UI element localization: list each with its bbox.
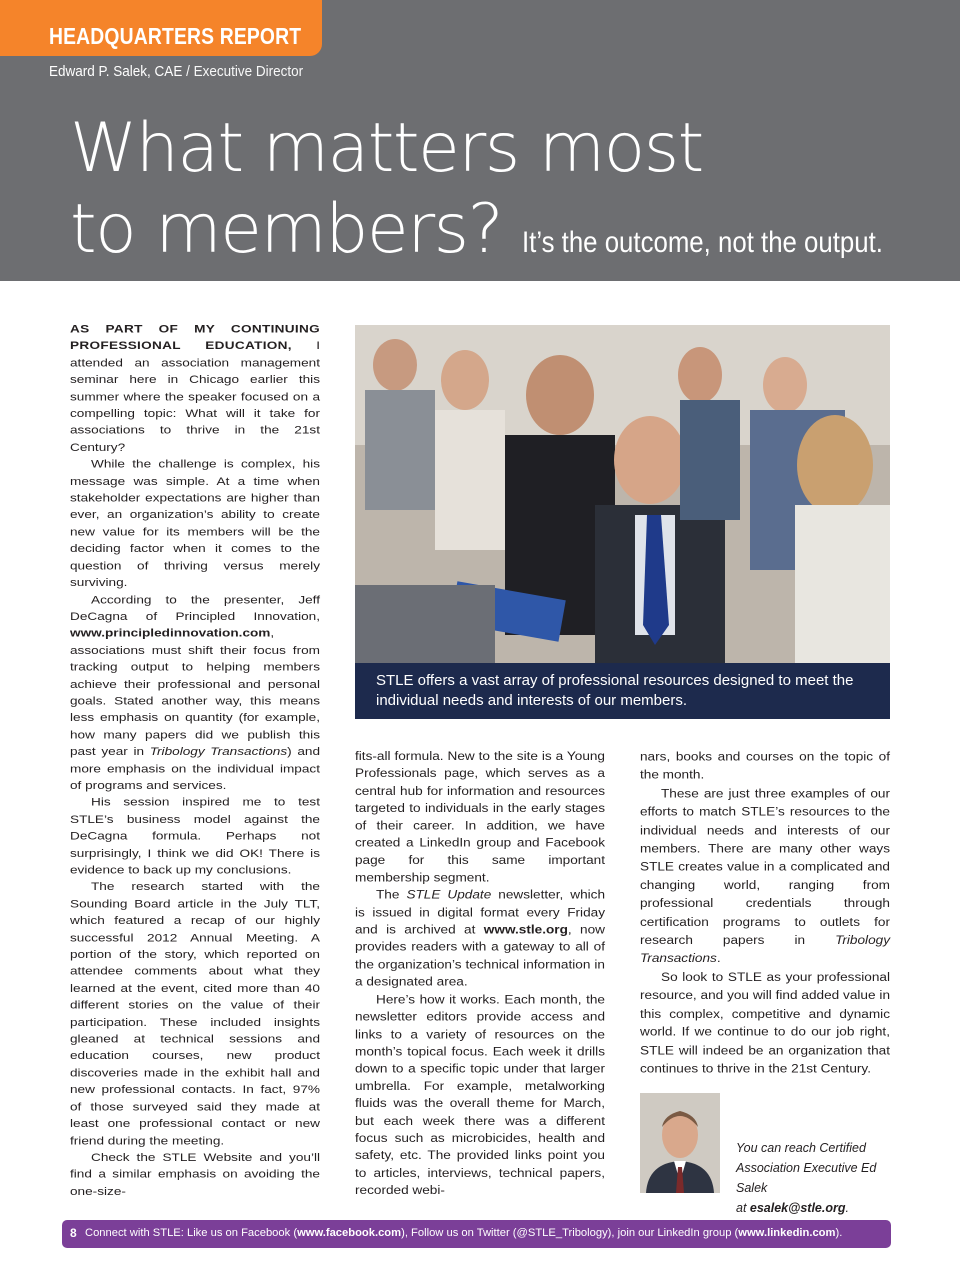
section-tag bbox=[0, 0, 322, 56]
paragraph: While the challenge is complex, his message was simple. At a time when stakeholder expectations are higher than ever, an organization’s ability to create new value for its members will be the deciding factor when it comes to the question of thriving versus merely surviving. bbox=[70, 457, 320, 589]
contact-prefix: at bbox=[736, 1201, 750, 1215]
paragraph-text: , now provides readers with a gateway to all of the organization’s technical information in a designated area. bbox=[355, 923, 605, 989]
newsletter-title: STLE Update bbox=[406, 888, 492, 902]
article-column-2 bbox=[355, 748, 605, 1200]
paragraph: Here’s how it works. Each month, the newsletter editors provide access and links to a variety of resources on the month’s topical focus. Each week it drills down to a specific topic under that larger umbrella. For example, metalworking fluids was the overall theme for March, but each week there was a different focus such as microbicides, health and safety, etc. The provided links point you to articles, interviews, technical papers, recorded webi- bbox=[355, 992, 605, 1197]
paragraph: The research started with the Sounding Board article in the July TLT, which featured a recap of our highly successful 2012 Annual Meeting. A portion of the story, which reported on attendee comments about what they learned at the event, cited more than 40 different stories on the value of their participation. These included insights gleaned at technical sessions and education courses, new product discoveries made in the exhibit hall and new professional contacts. In fact, 97% of those surveyed said they made at least one professional contact or new friend during the meeting. bbox=[70, 880, 320, 1147]
paragraph: Check the STLE Website and you’ll find a similar emphasis on avoiding the one-size- bbox=[70, 1151, 320, 1198]
photo-caption bbox=[355, 663, 890, 719]
paragraph-text: ) and more emphasis on the individual impact of programs and services. bbox=[70, 745, 320, 792]
byline-separator: / bbox=[182, 63, 194, 80]
paragraph bbox=[70, 591, 320, 794]
footer-text-part: ). bbox=[835, 1227, 843, 1239]
footer-social-text bbox=[85, 1227, 842, 1239]
contact-email-link[interactable]: esalek@stle.org bbox=[749, 1201, 846, 1215]
paragraph: So look to STLE as your professional resource, and you will find added value in this complex, competitive and dynamic world. If we continue to do our job right, STLE will indeed be an organization that continues to thrive in the 21st Century. bbox=[640, 969, 890, 1076]
paragraph-text: newsletter, which is issued in digital format every Friday and is archived at bbox=[355, 888, 606, 937]
paragraph-text: , associations must shift their focus from tracking output to helping members achieve their professional and personal goals. Stated another way, this means less emphasis on quantity (for example, how many papers did we publish this past year in bbox=[70, 626, 320, 758]
author-portrait bbox=[640, 1093, 720, 1193]
paragraph-text: These are just three examples of our efforts to match STLE’s resources to the individual needs and interests of our members. There are many other ways STLE creates value in a complicated and changing world, ranging from professional credentials through certification programs to outlets for research papers in bbox=[640, 786, 890, 947]
paragraph bbox=[640, 785, 890, 968]
paragraph: fits-all formula. New to the site is a Young Professionals page, which serves as a central hub for information and resources targeted to individuals in the early stages of their career. In addition, we have created a LinkedIn group and Facebook page for this same important membership segment. bbox=[355, 749, 605, 885]
article-column-3 bbox=[640, 748, 890, 1078]
paragraph: nars, books and courses on the topic of the month. bbox=[640, 749, 890, 782]
contact-line-2: Association Executive Ed Salek bbox=[736, 1161, 877, 1195]
photo-caption-text: STLE offers a vast array of professional resources designed to meet the individual needs and interests of our members. bbox=[376, 672, 854, 709]
contact-line-1: You can reach Certified bbox=[736, 1141, 866, 1155]
article-column-1 bbox=[70, 321, 320, 1200]
linkedin-link[interactable]: www.linkedin.com bbox=[738, 1227, 836, 1239]
footer-bar bbox=[62, 1220, 891, 1248]
subheadline: It’s the outcome, not the output. bbox=[522, 226, 884, 259]
byline bbox=[49, 63, 303, 80]
paragraph-text: . bbox=[716, 951, 721, 966]
headline-line-1: What matters most bbox=[70, 109, 703, 188]
seminar-photo-illustration bbox=[355, 325, 890, 719]
facebook-link[interactable]: www.facebook.com bbox=[297, 1227, 402, 1239]
contact-suffix: . bbox=[845, 1201, 849, 1215]
paragraph: His session inspired me to test STLE’s business model against the DeCagna formula. Perhaps not surprisingly, I think we did OK! There is evidence to back up my conclusions. bbox=[70, 796, 320, 877]
paragraph bbox=[355, 887, 605, 991]
paragraph bbox=[70, 321, 320, 456]
lead-in: AS PART OF MY CONTINUING PROFESSIONAL EDUCATION, bbox=[70, 322, 320, 352]
header-banner bbox=[0, 0, 960, 281]
author-name: Edward P. Salek, CAE bbox=[49, 63, 183, 80]
page-number: 8 bbox=[70, 1226, 77, 1240]
seminar-photo bbox=[355, 325, 890, 719]
website-link[interactable]: www.stle.org bbox=[483, 923, 568, 937]
footer-text-part: Connect with STLE: Like us on Facebook ( bbox=[85, 1227, 298, 1239]
website-link[interactable]: www.principledinnovation.com bbox=[70, 626, 271, 640]
contact-line-3 bbox=[736, 1198, 906, 1218]
author-portrait-illustration bbox=[640, 1093, 720, 1193]
headline-line-2 bbox=[70, 189, 942, 283]
contact-info bbox=[736, 1138, 906, 1218]
headline-line-2-text: to members? bbox=[70, 190, 503, 269]
paragraph-text: The bbox=[376, 888, 407, 902]
paragraph-text: According to the presenter, Jeff DeCagna of Principled Innovation, bbox=[70, 593, 320, 623]
section-tag-label: HEADQUARTERS REPORT bbox=[49, 23, 302, 49]
publication-title: Tribology Transactions bbox=[149, 745, 288, 758]
headline bbox=[70, 108, 942, 283]
author-role: Executive Director bbox=[193, 63, 304, 80]
paragraph-text: I attended an association management seminar here in Chicago earlier this summer where the speaker focused on a compelling topic: What will it take for associations to thrive in the 21st Century? bbox=[70, 339, 320, 454]
footer-text-part: ), Follow us on Twitter (@STLE_Tribology), join our LinkedIn group ( bbox=[401, 1227, 739, 1239]
publication-title: Tribology Transactions bbox=[640, 933, 890, 966]
